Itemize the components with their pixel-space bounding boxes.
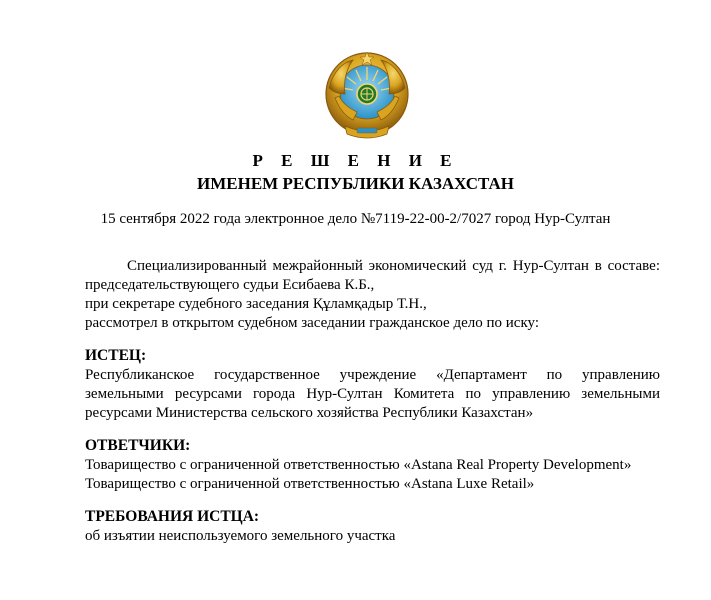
plaintiff-section: [85, 346, 660, 423]
document-body: [85, 257, 660, 546]
intro-secretary: при секретаре судебного заседания Құламқадыр Т.Н.,: [85, 296, 427, 312]
intro-court-composition: Специализированный межрайонный экономический суд г. Нур-Султан в составе: председательствующего судьи Есибаева К.Б.,: [85, 258, 660, 293]
defendant-item: Товарищество с ограниченной ответственностью «Astana Real Property Development»: [85, 457, 632, 473]
document-subtitle: ИМЕНЕМ РЕСПУБЛИКИ КАЗАХСТАН: [197, 174, 514, 193]
claims-text: об изъятии неиспользуемого земельного участка: [85, 528, 396, 544]
plaintiff-heading: ИСТЕЦ:: [85, 347, 147, 364]
kazakhstan-emblem-icon: [323, 50, 411, 142]
defendant-item: Товарищество с ограниченной ответственностью «Astana Luxe Retail»: [85, 476, 535, 492]
intro-hearing: рассмотрел в открытом судебном заседании гражданское дело по иску:: [85, 315, 539, 331]
defendants-heading: ОТВЕТЧИКИ:: [85, 437, 191, 454]
case-dateline: 15 сентября 2022 года электронное дело №7119-22-00-2/7027 город Нур-Султан: [100, 211, 611, 227]
plaintiff-text: Республиканское государственное учреждение «Департамент по управлению земельными ресурсами города Нур-Султан Комитета по управлению земельными ресурсами Министерства сельского хозяйства Республики Казахстан»: [85, 367, 660, 421]
defendants-section: [85, 436, 660, 494]
claims-heading: ТРЕБОВАНИЯ ИСТЦА:: [85, 508, 260, 525]
document-title: Р Е Ш Е Н И Е: [252, 151, 459, 170]
claims-section: [85, 507, 660, 546]
